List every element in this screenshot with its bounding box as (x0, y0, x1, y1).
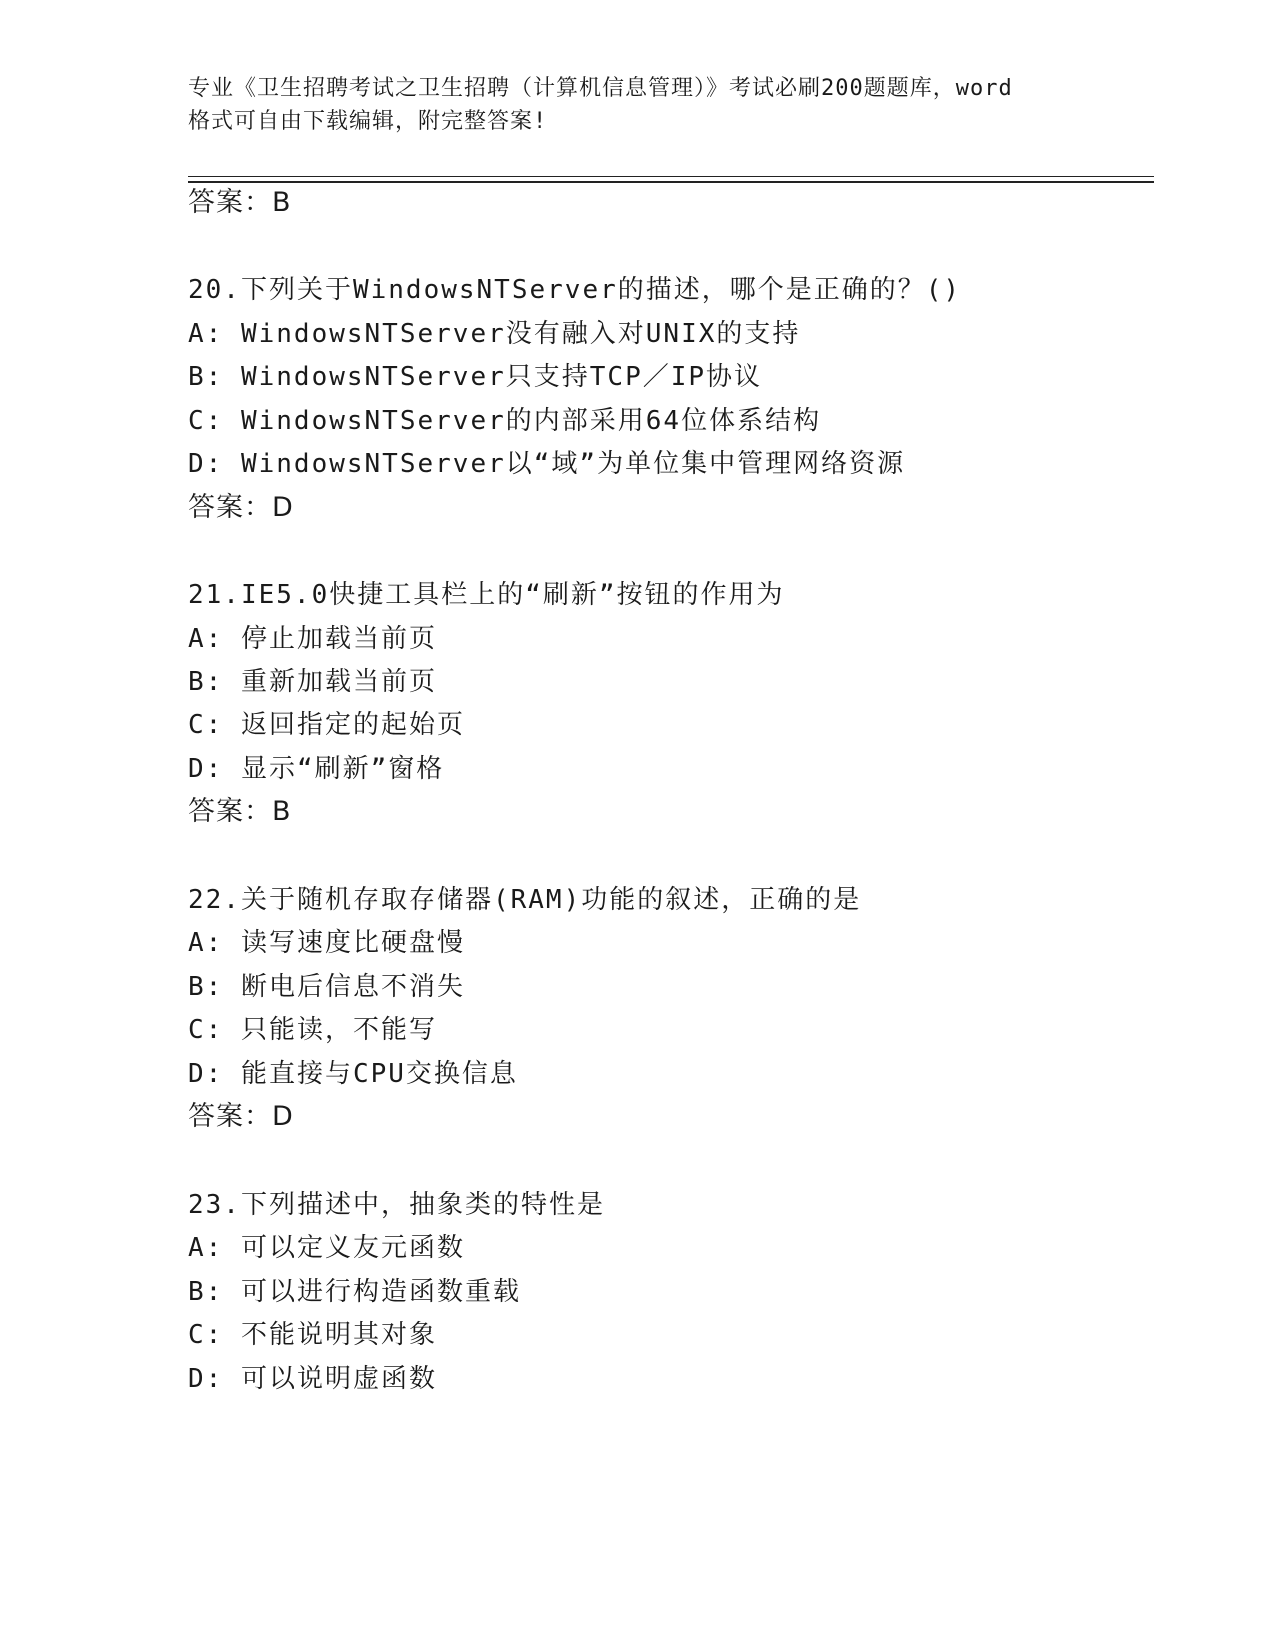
option-a-20: A: WindowsNTServer没有融入对UNIX的支持 (188, 319, 801, 349)
option-d-20: D: WindowsNTServer以“域”为单位集中管理网络资源 (188, 449, 906, 479)
header-title-line-2: 格式可自由下载编辑，附完整答案! (188, 109, 548, 134)
answer-22: 答案：D (188, 1101, 294, 1132)
option-a-23: A: 可以定义友元函数 (188, 1233, 465, 1263)
option-a-22: A: 读写速度比硬盘慢 (188, 928, 465, 958)
option-b-22: B: 断电后信息不消失 (188, 972, 465, 1002)
option-d-21: D: 显示“刷新”窗格 (188, 754, 445, 784)
option-d-23: D: 可以说明虚函数 (188, 1364, 437, 1394)
question-stem-20: 20.下列关于WindowsNTServer的描述，哪个是正确的？() (188, 275, 962, 305)
option-d-22: D: 能直接与CPU交换信息 (188, 1059, 518, 1089)
option-a-21: A: 停止加载当前页 (188, 624, 437, 654)
header-divider-thick (188, 181, 1154, 183)
answer-20: 答案：D (188, 492, 294, 523)
header-title-line-1: 专业《卫生招聘考试之卫生招聘（计算机信息管理）》考试必刷200题题库，word (188, 76, 1013, 101)
option-c-23: C: 不能说明其对象 (188, 1320, 437, 1350)
option-c-20: C: WindowsNTServer的内部采用64位体系结构 (188, 406, 822, 436)
document-header (188, 72, 1108, 138)
answer-21: 答案：B (188, 796, 292, 827)
option-b-21: B: 重新加载当前页 (188, 667, 437, 697)
question-stem-21: 21.IE5.0快捷工具栏上的“刷新”按钮的作用为 (188, 580, 785, 610)
option-c-21: C: 返回指定的起始页 (188, 710, 465, 740)
question-stem-23: 23.下列描述中，抽象类的特性是 (188, 1190, 605, 1220)
previous-answer: 答案：B (188, 187, 292, 218)
option-b-20: B: WindowsNTServer只支持TCP／IP协议 (188, 362, 763, 392)
option-c-22: C: 只能读，不能写 (188, 1015, 437, 1045)
header-divider-thin (188, 176, 1154, 177)
question-stem-22: 22.关于随机存取存储器(RAM)功能的叙述，正确的是 (188, 885, 862, 915)
option-b-23: B: 可以进行构造函数重载 (188, 1277, 521, 1307)
